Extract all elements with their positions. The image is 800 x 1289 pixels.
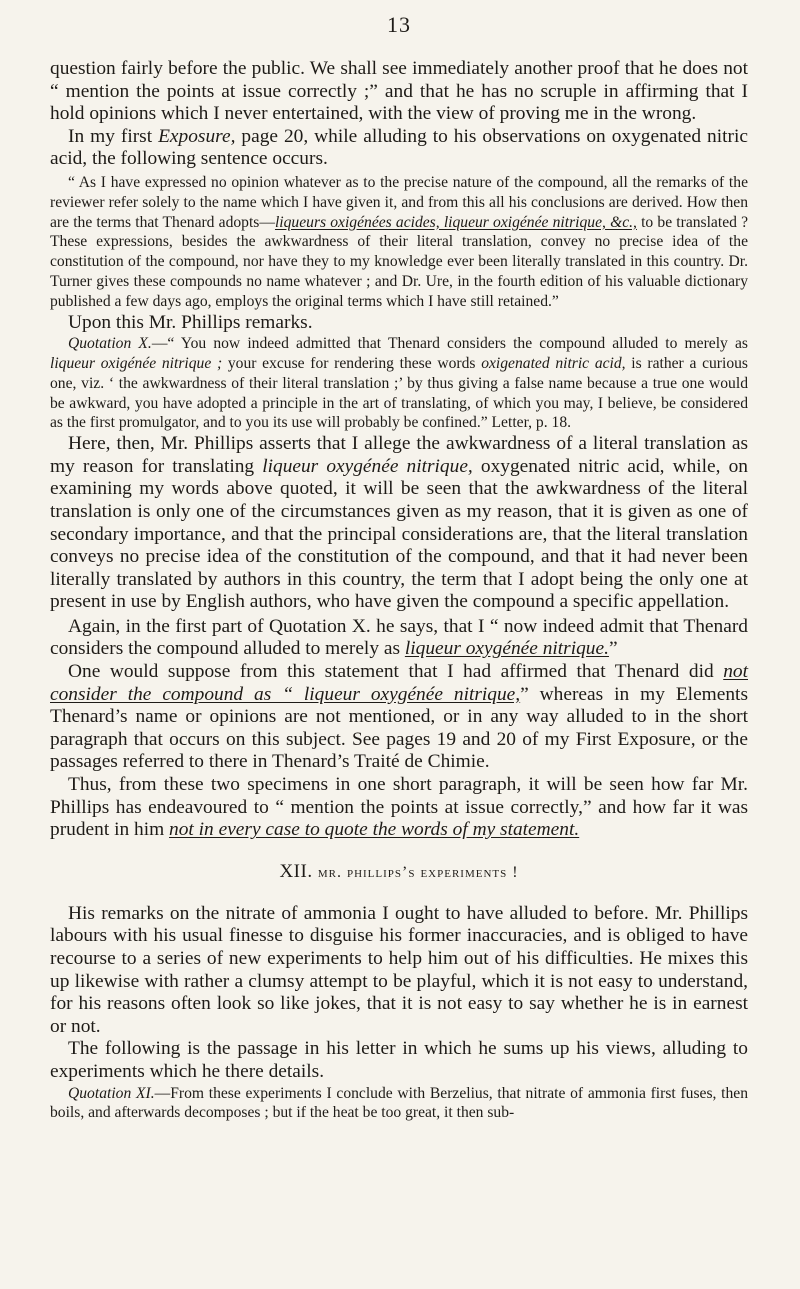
paragraph-continuation: question fairly before the public. We shall see immediately another proof that he does not “ mention the points at issue correctly ;” and that he has no scruple in affirming that I hold opinions which I never entertained, with the view of proving me in the wrong. <box>50 58 748 125</box>
paragraph-thus: Thus, from these two specimens in one short paragraph, it will be seen how far Mr. Phillips has endeavoured to “ mention the points at issue correctly,” and how far it was prudent in him not in every case to quote the words of my statement. <box>50 774 748 841</box>
page-number: 13 <box>387 12 411 37</box>
quotation-label-xi: Quotation XI. <box>68 1084 155 1102</box>
section-number: XII. <box>279 860 313 882</box>
paragraph-phillips-remarks: Upon this Mr. Phillips remarks. <box>68 311 313 333</box>
section-title: mr. phillips’s experiments ! <box>317 863 519 881</box>
emphasis-liqueurs: liqueurs oxigénées acides, liqueur oxigénée nitrique, &c., <box>274 213 637 231</box>
emphasis-exposure: Exposure, <box>158 125 236 147</box>
paragraph-following: The following is the passage in his letter in which he sums up his views, alluding to experiments which he there details. <box>50 1038 748 1082</box>
paragraph-first-exposure: In my first Exposure, page 20, while alluding to his observations on oxygenated nitric acid, the following sentence occurs. <box>50 125 748 170</box>
paragraph-nitrate: His remarks on the nitrate of ammonia I ought to have alluded to before. Mr. Phillips labours with his usual finesse to disguise his former inaccuracies, and is obliged to have recourse to a series of new experiments to help him out of his difficulties. He mixes this up likewise with rather a clumsy attempt to be playful, which it is not easy to understand, for his reasons often look so like jokes, that it is not easy to say whether he is in earnest or not. <box>50 902 748 1037</box>
block-quote-x: Quotation X.—“ You now indeed admitted that Thenard considers the compound alluded to merely as liqueur oxigénée nitrique ; your excuse for rendering these words oxigenated nitric acid, is rather a curious one, viz. ‘ the awkwardness of their literal translation ;’ by thus giving a false name because a true one would be awkward, you have adopted a principle in the art of translating, of which you may, I believe, be considered as the first promulgator, and to you its use will probably be confined.” Letter, p. 18. <box>50 335 748 432</box>
paragraph-one-would-suppose: One would suppose from this statement that I had affirmed that Thenard did not consider the compound as “ liqueur oxygénée nitrique,” whereas in my Elements Thenard’s name or opinions are not mentioned, or in any way alluded to in the short paragraph that occurs on this subject. See pages 19 and 20 of my First Exposure, or the passages referred to there in Thenard’s Traité de Chimie. <box>50 661 748 773</box>
paragraph-here-then: Here, then, Mr. Phillips asserts that I allege the awkwardness of a literal translation as my reason for translating liqueur oxygénée nitrique, oxygenated nitric acid, while, on examining my words above quoted, it will be seen that the awkwardness of the literal translation is only one of the circumstances given as my reason, that it is given as one of secondary importance, and that the principal considerations are, that the literal translation conveys no precise idea of the constitution of the compound, and that it had never been literally translated by authors in this country, the term that I adopt being the only one at present in use by English authors, who have given the compound a specific appellation. <box>50 433 748 613</box>
section-heading <box>50 860 748 885</box>
quotation-label-x: Quotation X. <box>68 335 152 353</box>
block-quote-xi: Quotation XI.—From these experiments I conclude with Berzelius, that nitrate of ammonia first fuses, then boils, and afterwards decomposes ; but if the heat be too great, it then sub- <box>50 1084 748 1122</box>
block-quote-exposure: “ As I have expressed no opinion whatever as to the precise nature of the compound, all the remarks of the reviewer refer solely to the name which I have given it, and from this all his conclusions are derived. How then are the terms that Thenard adopts—liqueurs oxigénées acides, liqueur oxigénée nitrique, &c., to be translated ? These expressions, besides the awkwardness of their literal translation, convey no precise idea of the constitution of the compound, nor have they to my knowledge ever been literally translated in this country. Dr. Turner gives these compounds no name whatever ; and Dr. Ure, in the fourth edition of his valuable dictionary published a few days ago, employs the original terms which I have still retained.” <box>50 173 749 310</box>
paragraph-again: Again, in the first part of Quotation X. he says, that I “ now indeed admit that Thenard considers the compound alluded to merely as liqueur oxygénée nitrique.” <box>50 615 748 660</box>
